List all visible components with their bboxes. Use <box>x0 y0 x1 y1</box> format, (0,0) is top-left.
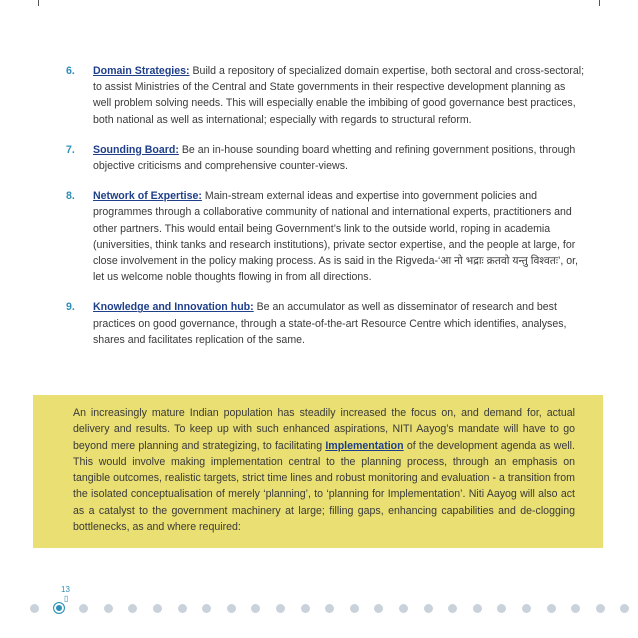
page-navigation-dots <box>30 603 610 615</box>
item-body: Be an accumulator as well as disseminator of research and best practices on good governance, through a state-of-the-art Resource Centre which identifies, analyses, shares and facilitates replication of the same. <box>93 301 567 346</box>
item-number: 8. <box>66 190 75 203</box>
page-dot[interactable] <box>325 604 334 613</box>
page-dot[interactable] <box>596 604 605 613</box>
page-dot[interactable] <box>424 604 433 613</box>
page-dot[interactable] <box>547 604 556 613</box>
page-dot[interactable] <box>473 604 482 613</box>
page-dot[interactable] <box>30 604 39 613</box>
list-item-7 <box>66 142 586 174</box>
item-number: 9. <box>66 301 75 314</box>
highlight-box <box>33 395 603 548</box>
item-title: Domain Strategies: <box>93 65 190 77</box>
item-body: Build a repository of specialized domain expertise, both sectoral and cross-sectoral; to assist Ministries of the Central and State governments in their respective development planning as well problem solving needs. This will especially enable the imbibing of good governance best practices, both national as well as international; especially with regards to structural reform. <box>93 65 585 126</box>
page-dot[interactable] <box>79 604 88 613</box>
item-number: 7. <box>66 143 75 156</box>
page-dot[interactable] <box>128 604 137 613</box>
highlight-text-after: of the development agenda as well. This would involve making implementation central to the planning process, through an emphasis on tangible outcomes, realistic targets, strict time lines and robust monitoring and evaluation - a transition from the isolated conceptualisation of merely ‘planning’, to ‘planning for Implementation’. Niti Aayog will also act as a catalyst to the government machinery at large; filling gaps, enhancing capabilities and de-clogging bottlenecks, as and where required: <box>73 439 575 534</box>
page-marker-icon: ▯ <box>64 594 69 603</box>
page-dot[interactable] <box>620 604 629 613</box>
item-number: 6. <box>66 65 75 77</box>
item-title: Network of Expertise: <box>93 190 202 203</box>
page-dot[interactable] <box>227 604 236 613</box>
list-item-6 <box>66 63 586 128</box>
page-dot[interactable] <box>399 604 408 613</box>
implementation-emphasis: Implementation <box>325 439 404 452</box>
page-dot-active[interactable] <box>53 602 65 614</box>
page-dot[interactable] <box>104 604 113 613</box>
list-item-8 <box>66 188 586 285</box>
page-dot[interactable] <box>448 604 457 613</box>
item-body: Be an in-house sounding board whetting and refining government positions, through objective criticisms and comprehensive counter-views. <box>93 143 576 173</box>
page-dot[interactable] <box>178 604 187 613</box>
page-dot[interactable] <box>153 604 162 613</box>
page-dot[interactable] <box>497 604 506 613</box>
page-dot[interactable] <box>301 604 310 613</box>
list-item-9 <box>66 299 586 348</box>
page-dot[interactable] <box>251 604 260 613</box>
item-body: Main-stream external ideas and expertise into government policies and programmes through a collaborative community of national and international experts, practitioners and other partners. This would entail being Government’s link to the outside world, roping in academia (universities, think tanks and research institutions), private sector expertise, and the people at large, for close involvement in the policy making process. As is said in the Rigveda-‘आ नो भद्राः क्रतवो यन्तु विश्वतः’, or, let us welcome noble thoughts flowing in from all directions. <box>93 190 579 284</box>
item-title: Sounding Board: <box>93 143 179 156</box>
page-dot[interactable] <box>202 604 211 613</box>
page-dot[interactable] <box>350 604 359 613</box>
page-dot[interactable] <box>571 604 580 613</box>
page-dot[interactable] <box>374 604 383 613</box>
numbered-list <box>66 63 586 362</box>
page-dot[interactable] <box>522 604 531 613</box>
highlight-text-before: An increasingly mature Indian population has steadily increased the focus on, and demand for, actual delivery and results. To keep up with such enhanced aspirations, NITI Aayog’s mandate will have to go beyond mere planning and strategizing, to facilitating <box>73 407 575 452</box>
page-dot[interactable] <box>276 604 285 613</box>
page-number: 13 <box>61 585 70 594</box>
page-frame-top <box>38 0 600 6</box>
item-title: Knowledge and Innovation hub: <box>93 301 254 314</box>
